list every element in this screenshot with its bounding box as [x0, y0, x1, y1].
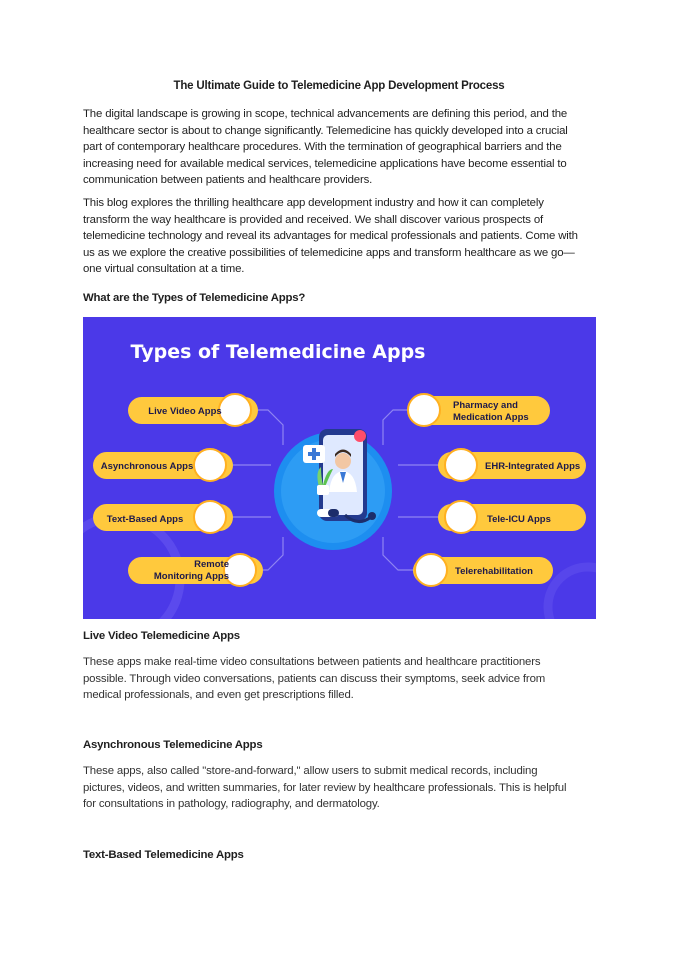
infographic-svg — [83, 317, 596, 619]
notification-icon — [354, 430, 366, 442]
svg-text:EHR-Integrated Apps: EHR-Integrated Apps — [485, 461, 581, 472]
text-line: pictures, videos, and written summaries, for later review by healthcare professionals. This is helpful — [83, 781, 567, 794]
types-heading: What are the Types of Telemedicine Apps? — [83, 292, 306, 304]
svg-text:Live Video Apps: Live Video Apps — [148, 406, 222, 417]
telemedicine-types-infographic — [83, 317, 596, 619]
left-item-text-based — [93, 501, 233, 533]
section-heading-text-based: Text-Based Telemedicine Apps — [83, 849, 244, 861]
section-heading-asynchronous: Asynchronous Telemedicine Apps — [83, 739, 263, 751]
svg-text:Asynchronous Apps: Asynchronous Apps — [100, 461, 194, 472]
intro-paragraph-1 — [83, 106, 593, 189]
text-line: These apps make real-time video consultations between patients and healthcare practitioners — [83, 656, 541, 668]
infographic-title: Types of Telemedicine Apps — [130, 341, 426, 363]
decor-ring — [548, 567, 596, 619]
svg-text:Pharmacy and: Pharmacy and — [453, 400, 518, 411]
doctor-icon — [335, 453, 351, 469]
svg-text:Tele-ICU Apps: Tele-ICU Apps — [487, 514, 551, 525]
text-line: The digital landscape is growing in scope, technical advancements are defining this period, and the — [83, 108, 568, 120]
text-line: us as we explore the creative possibilities of telemedicine apps and transform healthcare as we go— — [83, 246, 575, 259]
text-line: transform the way healthcare is provided and received. We shall discover various prospects of — [83, 213, 544, 226]
section-paragraph-live-video — [83, 654, 593, 704]
text-line: part of contemporary healthcare procedures. With the termination of geographical barriers and the — [83, 141, 562, 154]
svg-text:Remote: Remote — [194, 559, 229, 570]
section-heading-live-video: Live Video Telemedicine Apps — [83, 630, 240, 642]
text-line: healthcare sector is about to change significantly. Telemedicine has quickly developed into a crucial — [83, 124, 568, 137]
intro-paragraph-2 — [83, 195, 593, 278]
text-line: This blog explores the thrilling healthcare app development industry and how it can completely — [83, 197, 544, 209]
text-line: telemedicine technology and reveal its advantages for medical professionals and patients. Come with — [83, 230, 578, 243]
text-line: These apps, also called "store-and-forward," allow users to submit medical records, including — [83, 765, 538, 777]
text-line: communication between patients and healthcare providers. — [83, 174, 373, 187]
left-item-asynchronous — [93, 449, 233, 481]
svg-text:Text-Based Apps: Text-Based Apps — [106, 514, 184, 525]
text-line: one virtual consultation at a time. — [83, 263, 245, 276]
text-line: increasing need for available medical services, telemedicine applications have become essential to — [83, 157, 567, 170]
text-line: possible. Through video conversations, patients can discuss their symptoms, seek advice from — [83, 672, 546, 685]
right-item-telerehabilitation — [413, 554, 553, 586]
svg-text:Telerehabilitation: Telerehabilitation — [455, 566, 533, 577]
right-item-tele-icu — [438, 501, 586, 533]
svg-text:Monitoring Apps: Monitoring Apps — [153, 571, 229, 582]
left-item-live-video — [128, 394, 258, 426]
document-title: The Ultimate Guide to Telemedicine App Development Process — [173, 80, 505, 92]
left-item-remote-monitoring — [128, 554, 263, 586]
text-line: medical professionals, and even get prescriptions filled. — [83, 689, 354, 702]
text-line: for consultations in pathology, radiography, and dermatology. — [83, 798, 380, 811]
right-item-pharmacy — [408, 394, 550, 426]
svg-text:Medication Apps: Medication Apps — [453, 412, 529, 423]
right-item-ehr-integrated — [438, 449, 586, 481]
section-paragraph-asynchronous — [83, 763, 593, 813]
